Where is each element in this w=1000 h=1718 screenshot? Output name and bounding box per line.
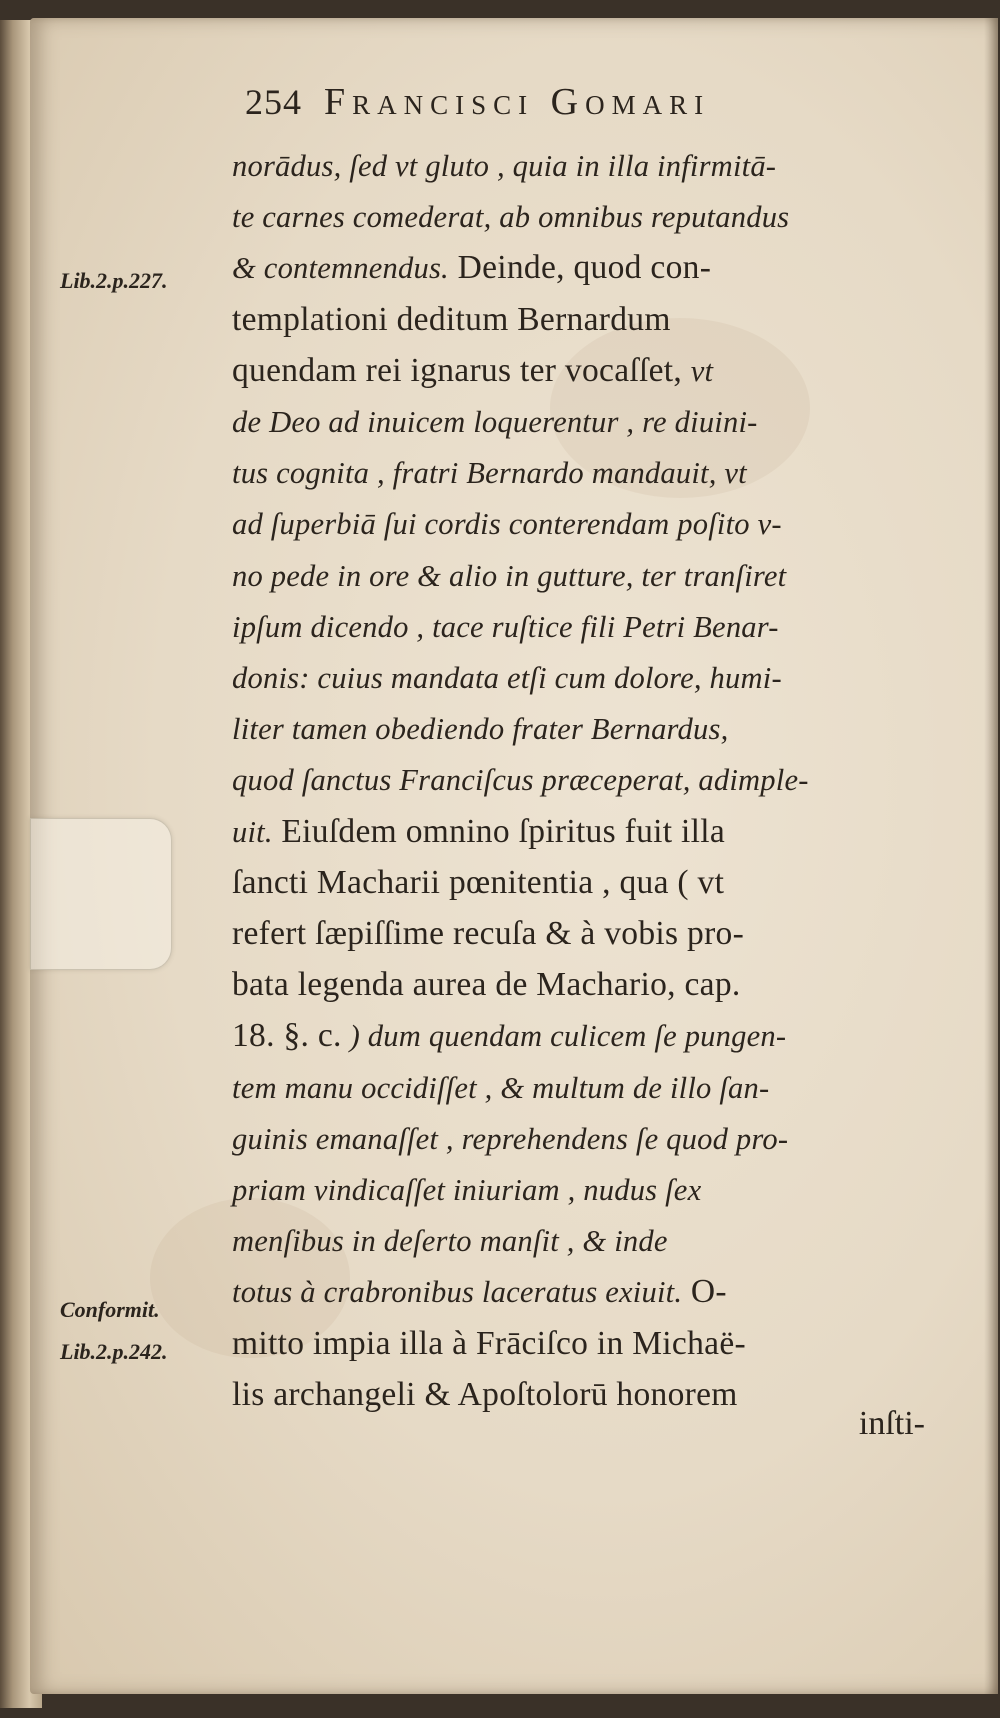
italic-text: liter tamen obediendo frater Bernardus,: [232, 711, 729, 747]
italic-text: & contemnendus.: [232, 250, 449, 286]
text-line: [232, 959, 922, 1011]
italic-text: quod ſanctus Franciſcus præceperat, adimple-: [232, 762, 809, 798]
roman-text: O-: [682, 1273, 727, 1311]
text-line: [232, 191, 922, 243]
text-line: [232, 1266, 922, 1318]
text-line: [232, 652, 922, 704]
italic-text: donis: cuius mandata etſi cum dolore, humi-: [232, 660, 782, 695]
roman-text: mitto impia illa à Frāciſco in Michaë-: [232, 1324, 746, 1362]
text-line: [232, 1113, 922, 1165]
text-line: [232, 908, 922, 960]
text-line: [232, 1215, 922, 1267]
italic-text: norādus, ſed vt gluto , quia in illa infirmitā-: [232, 148, 777, 183]
text-line: [232, 703, 922, 755]
margin-note-conformit: Conformit.: [60, 1297, 160, 1322]
italic-text: totus à crabronibus laceratus exiuit.: [232, 1274, 683, 1310]
page-header: [245, 80, 895, 140]
text-line: [232, 1062, 922, 1114]
text-line: [232, 140, 922, 192]
italic-text: no pede in ore & alio in gutture, ter tranſiret: [232, 557, 787, 593]
text-line: [232, 754, 922, 806]
text-line: [232, 447, 922, 499]
italic-text: uit.: [232, 813, 273, 849]
catchword: inſti-: [858, 1405, 925, 1442]
roman-text: refert ſæpiſſime recuſa & à vobis pro-: [232, 915, 745, 952]
italic-text: guinis emanaſſet , reprehendens ſe quod pro-: [232, 1120, 789, 1156]
text-line: [232, 396, 922, 448]
roman-text: Eiuſdem omnino ſpiritus fuit illa: [272, 812, 726, 850]
italic-text: ) dum quendam culicem ſe pungen-: [341, 1018, 787, 1054]
text-line: [232, 294, 922, 346]
running-head: Francisci Gomari: [324, 81, 711, 123]
margin-note-lib-242: Lib.2.p.242.: [60, 1339, 168, 1364]
text-line: [232, 1369, 922, 1421]
text-line: [232, 550, 922, 602]
italic-text: ad ſuperbiā ſui cordis conterendam poſito v-: [232, 506, 782, 542]
italic-text: ipſum dicendo , tace ruſtice fili Petri Benar-: [232, 608, 779, 644]
text-line: [232, 345, 922, 397]
margin-note-lib-227: Lib.2.p.227.: [60, 268, 168, 293]
roman-text: templationi deditum Bernardum: [232, 300, 671, 338]
roman-text: quendam rei ignarus ter vocaſſet,: [232, 351, 691, 389]
text-line: [232, 857, 922, 909]
text-line: [232, 1164, 922, 1216]
roman-text: 18. §. c.: [232, 1017, 342, 1055]
text-line: [232, 242, 922, 294]
italic-text: vt: [690, 352, 714, 388]
text-line: [232, 1318, 922, 1370]
repair-tape: [30, 818, 172, 970]
roman-text: ſancti Macharii pœnitentia , qua ( vt: [232, 863, 725, 901]
italic-text: tus cognita , fratri Bernardo mandauit, vt: [232, 455, 747, 491]
roman-text: bata legenda aurea de Machario, cap.: [232, 966, 741, 1004]
italic-text: de Deo ad inuicem loquerentur , re diuini-: [232, 404, 758, 439]
roman-text: lis archangeli & Apoſtolorū honorem: [232, 1375, 738, 1413]
italic-text: tem manu occidiſſet , & multum de illo ſan-: [232, 1069, 770, 1105]
gutter-shadow: [984, 18, 998, 1694]
roman-text: Deinde, quod con-: [448, 249, 712, 287]
page-number: 254: [245, 82, 302, 122]
text-line: [232, 806, 922, 858]
text-line: [232, 601, 922, 653]
text-line: [232, 498, 922, 550]
italic-text: priam vindicaſſet iniuriam , nudus ſex: [232, 1172, 702, 1207]
italic-text: te carnes comederat, ab omnibus reputandus: [232, 199, 790, 235]
text-line: [232, 1010, 922, 1062]
italic-text: menſibus in deſerto manſit , & inde: [232, 1223, 668, 1259]
